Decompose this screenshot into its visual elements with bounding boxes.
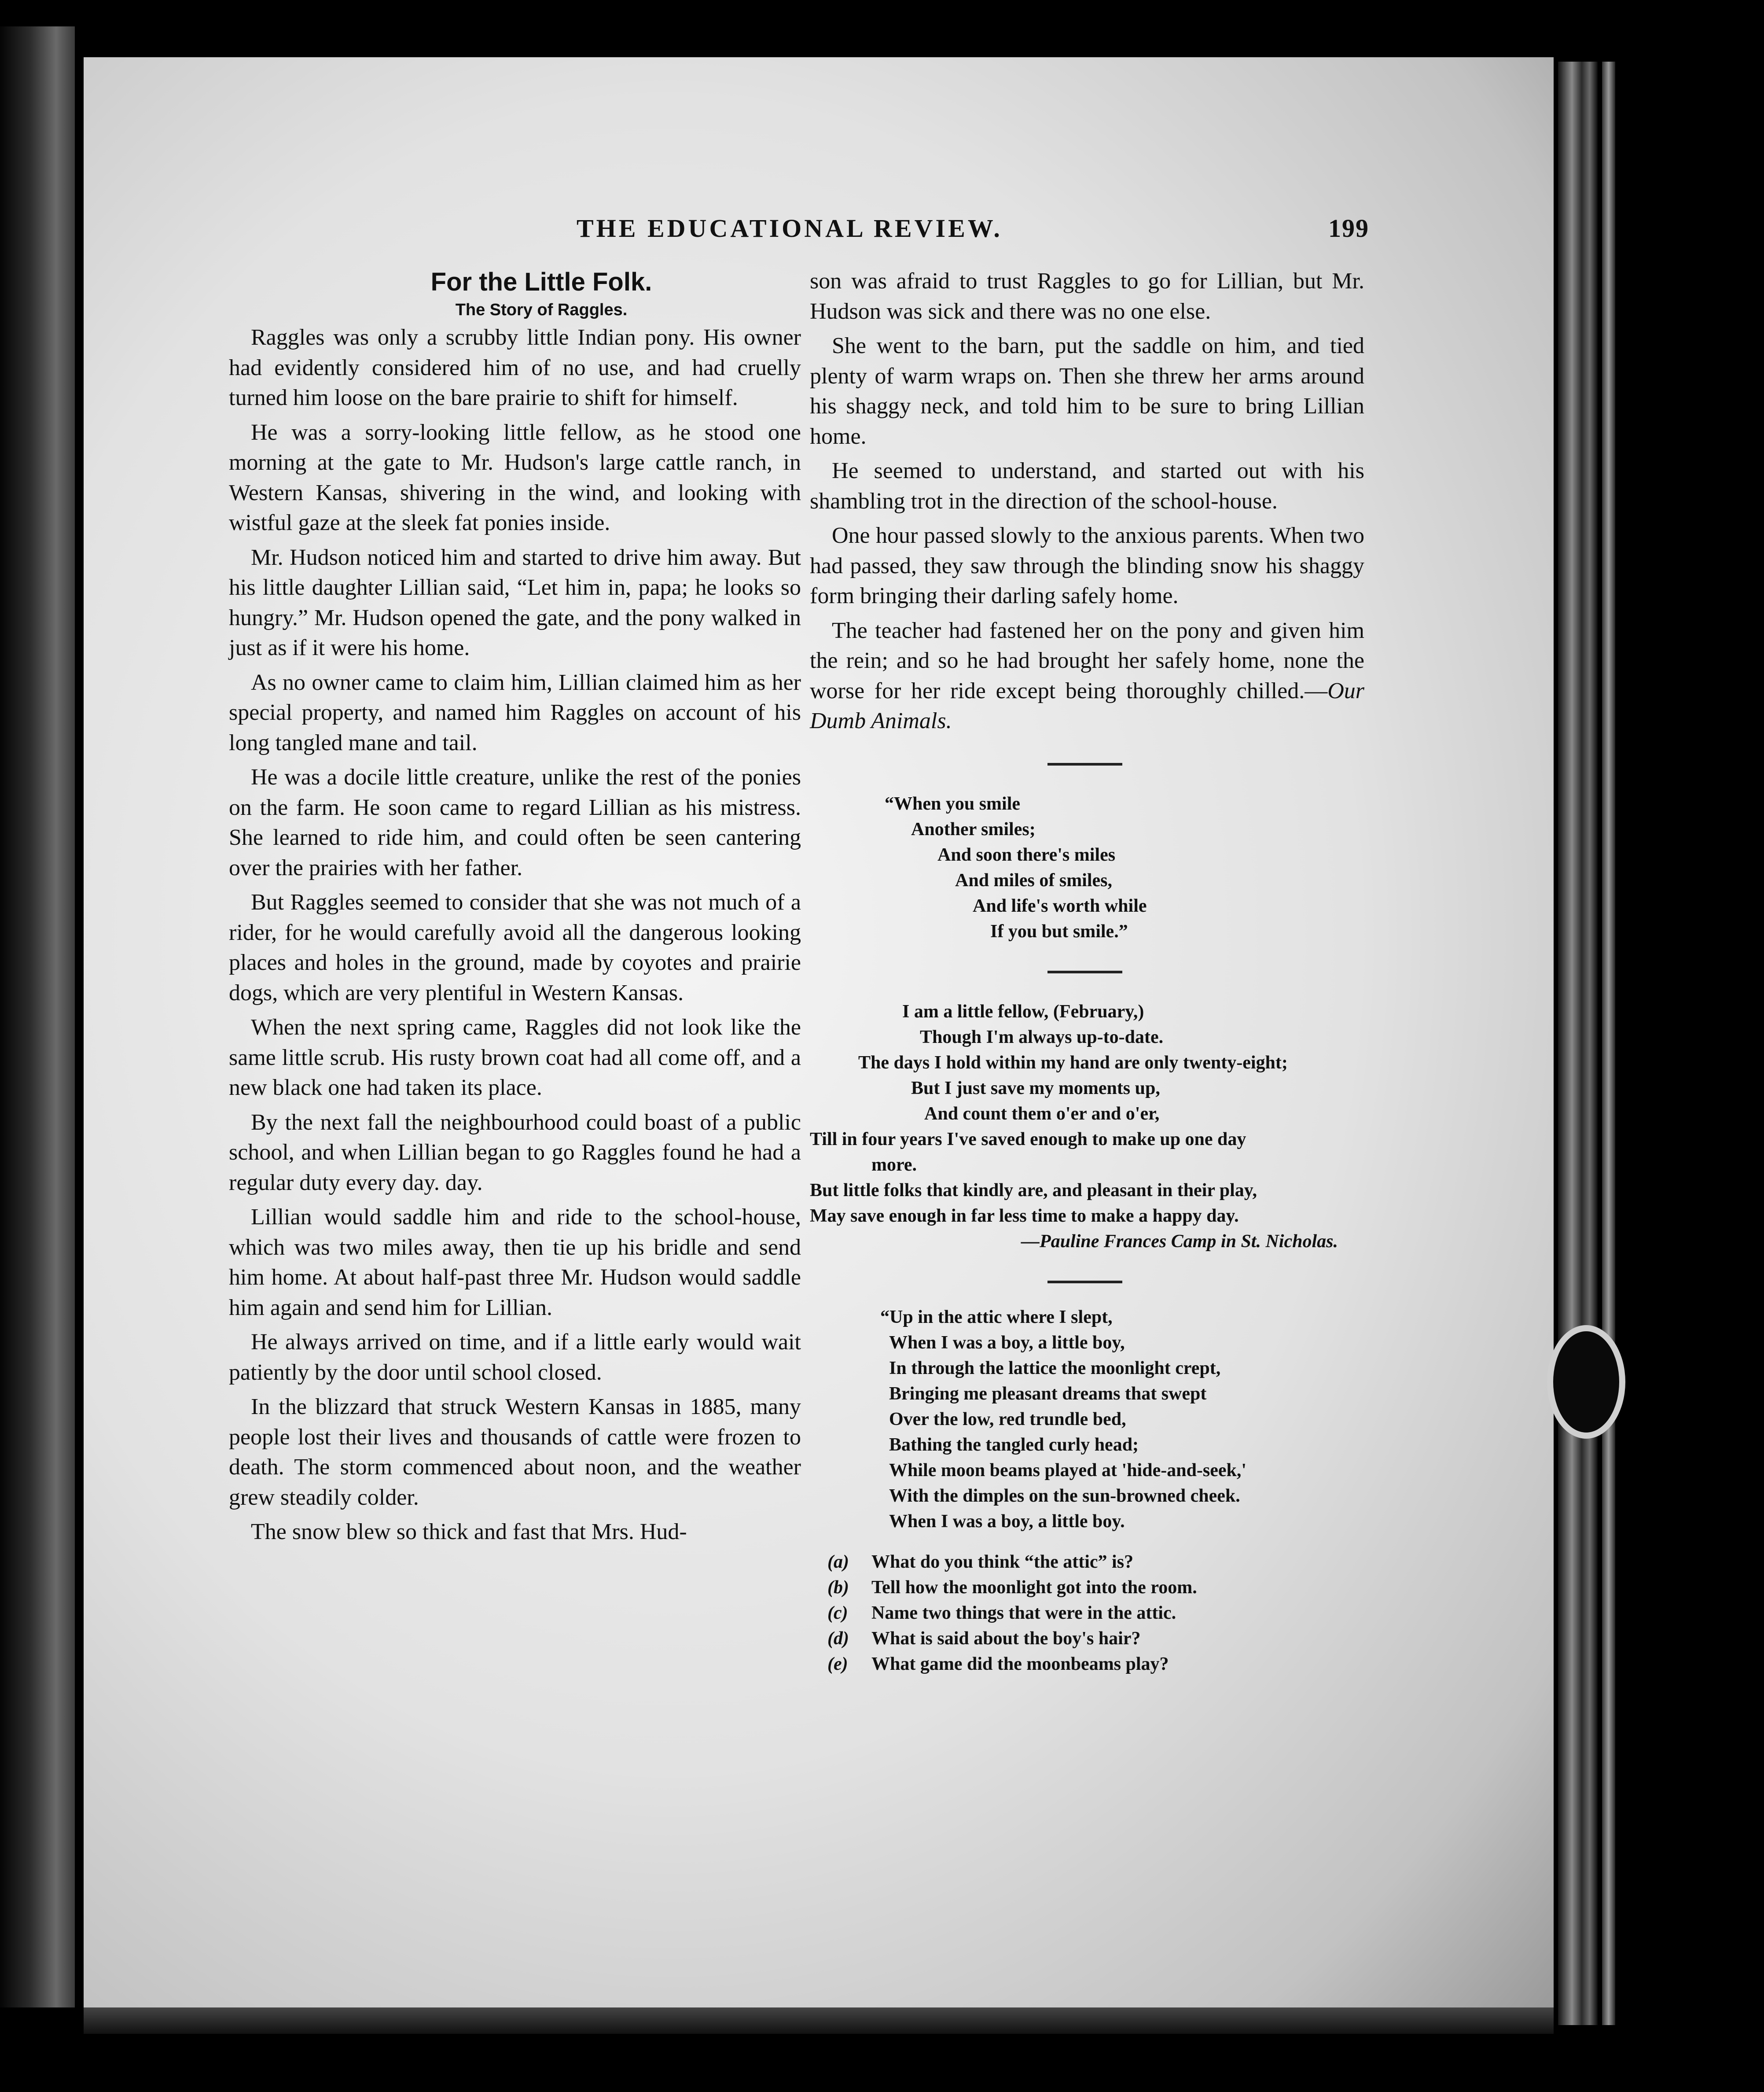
poem-line: And count them o'er and o'er, (924, 1103, 1160, 1124)
paragraph: son was afraid to trust Raggles to go for Lillian, but Mr. Hudson was sick and there was no one else. (810, 269, 1364, 324)
poem-line: If you but smile.” (990, 921, 1128, 942)
poem-line: But I just save my moments up, (911, 1078, 1160, 1098)
paragraph: Raggles was only a scrubby little Indian pony. His owner had evidently considered him of no use, and had cruelly turned him loose on the bare prairie to shift for himself. (229, 325, 801, 410)
question-item (827, 1549, 1364, 1575)
divider-rule (1047, 1281, 1122, 1283)
question-label: (a) (827, 1551, 849, 1572)
paragraph-text: The teacher had fastened her on the pony and given him the rein; and so he had brought her safely home, none the worse for her ride except being thoroughly chilled.— (810, 618, 1364, 703)
question-label: (e) (827, 1654, 848, 1674)
binding-edge (1558, 62, 1598, 2025)
question-label: (b) (827, 1577, 849, 1598)
poem-line: “When you smile (885, 793, 1021, 814)
binder-ring-icon (1547, 1325, 1625, 1439)
page-bottom-edge (84, 2007, 1554, 2034)
poem-line: And life's worth while (973, 895, 1147, 916)
article-heading: For the Little Folk. (430, 268, 652, 296)
poem-line: Till in four years I've saved enough to make up one day (810, 1129, 1246, 1149)
question-text: Name two things that were in the attic. (871, 1602, 1176, 1623)
paragraph: One hour passed slowly to the anxious parents. When two had passed, they saw through the blinding snow his shaggy form bringing their darling safely home. (810, 523, 1364, 608)
question-item (827, 1575, 1364, 1600)
paragraph: Mr. Hudson noticed him and started to drive him away. But his little daughter Lillian said, “Let him in, papa; he looks so hungry.” Mr. Hudson opened the gate, and the pony walked in just as if it were his home. (229, 545, 801, 660)
question-text: What is said about the boy's hair? (871, 1628, 1141, 1649)
poem-line: “Up in the attic where I slept, (880, 1307, 1113, 1327)
poem-line: In through the lattice the moonlight crept, (889, 1358, 1221, 1378)
poem-line: The days I hold within my hand are only twenty-eight; (858, 1052, 1288, 1073)
poem-line: But little folks that kindly are, and pleasant in their play, (810, 1180, 1257, 1201)
poem-smile (885, 791, 1364, 944)
poem-line: While moon beams played at 'hide-and-seek,' (889, 1460, 1247, 1481)
question-text: Tell how the moonlight got into the room. (871, 1577, 1197, 1598)
paragraph-last (810, 616, 1364, 737)
question-text: What do you think “the attic” is? (871, 1551, 1134, 1572)
paragraph: She went to the barn, put the saddle on him, and tied plenty of warm wraps on. Then she threw her arms around his shaggy neck, and told him to be sure to bring Lillian home. (810, 333, 1364, 449)
page (84, 57, 1554, 2007)
right-column (810, 266, 1364, 1677)
paragraph: In the blizzard that struck Western Kansas in 1885, many people lost their lives and thousands of cattle were frozen to death. The storm commenced about noon, and the weather grew steadily colder. (229, 1394, 801, 1510)
poem-line: Bringing me pleasant dreams that swept (889, 1383, 1207, 1404)
left-column (229, 266, 801, 1552)
paragraph: He seemed to understand, and started out with his shambling trot in the direction of the school-house. (810, 458, 1364, 514)
paragraph: When the next spring came, Raggles did not look like the same little scrub. His rusty brown coat had all come off, and a new black one had taken its place. (229, 1015, 801, 1100)
poem-line: Another smiles; (911, 819, 1036, 840)
poem-line: Though I'm always up-to-date. (920, 1027, 1164, 1047)
poem-line: Over the low, red trundle bed, (889, 1409, 1126, 1429)
poem-line: Bathing the tangled curly head; (889, 1434, 1139, 1455)
poem-line: And soon there's miles (937, 844, 1116, 865)
divider-rule (1047, 971, 1122, 973)
paragraph: He always arrived on time, and if a little early would wait patiently by the door until school closed. (229, 1330, 801, 1385)
paragraph: As no owner came to claim him, Lillian claimed him as her special property, and named him Raggles on account of his long tangled mane and tail. (229, 670, 801, 755)
paragraph: He was a sorry-looking little fellow, as he stood one morning at the gate to Mr. Hudson's large cattle ranch, in Western Kansas, shivering in the wind, and looking with wistful gaze at the sleek fat ponies inside. (229, 420, 801, 535)
poem-line: With the dimples on the sun-browned cheek. (889, 1485, 1240, 1506)
question-list (827, 1549, 1364, 1677)
question-item (827, 1626, 1364, 1651)
journal-title: THE EDUCATIONAL REVIEW. (577, 214, 1003, 243)
poem-line: When I was a boy, a little boy, (889, 1332, 1125, 1353)
paragraph: But Raggles seemed to consider that she was not much of a rider, for he would carefully avoid all the dangerous looking places and holes in the ground, made by coyotes and prairie dogs, which are very plentiful in Western Kansas. (229, 890, 801, 1005)
question-text: What game did the moonbeams play? (871, 1654, 1169, 1674)
page-number: 199 (1328, 214, 1369, 243)
article-source: Our Dumb Animals. (810, 678, 1364, 733)
poem-line: more. (871, 1154, 917, 1175)
binding-edge-outer (1602, 62, 1615, 2025)
question-item (827, 1651, 1364, 1677)
poem-line: I am a little fellow, (February,) (902, 1001, 1144, 1022)
article-subheading: The Story of Raggles. (455, 301, 628, 319)
question-item (827, 1600, 1364, 1626)
paragraph: Lillian would saddle him and ride to the school-house, which was two miles away, then tie up his bridle and send him home. At about half-past three Mr. Hudson would saddle him again and send him for Lillian. (229, 1204, 801, 1320)
paragraph: By the next fall the neighbourhood could boast of a public school, and when Lillian began to go Raggles found he had a regular duty every day. day. (229, 1109, 801, 1195)
divider-rule (1047, 763, 1122, 766)
poem-attribution: —Pauline Frances Camp in St. Nicholas. (1021, 1231, 1338, 1252)
paragraph: He was a docile little creature, unlike the rest of the ponies on the farm. He soon came to regard Lillian as his mistress. She learned to ride him, and could often be seen cantering over the prairies with her father. (229, 765, 801, 880)
poem-line: When I was a boy, a little boy. (889, 1511, 1125, 1532)
paragraph: The snow blew so thick and fast that Mrs. Hud- (251, 1519, 687, 1544)
question-label: (d) (827, 1628, 849, 1649)
left-page-edge (0, 26, 75, 2007)
poem-attic (810, 1304, 1364, 1534)
question-label: (c) (827, 1602, 848, 1623)
poem-february (810, 999, 1364, 1254)
poem-line: May save enough in far less time to make a happy day. (810, 1205, 1239, 1226)
poem-line: And miles of smiles, (955, 870, 1112, 891)
